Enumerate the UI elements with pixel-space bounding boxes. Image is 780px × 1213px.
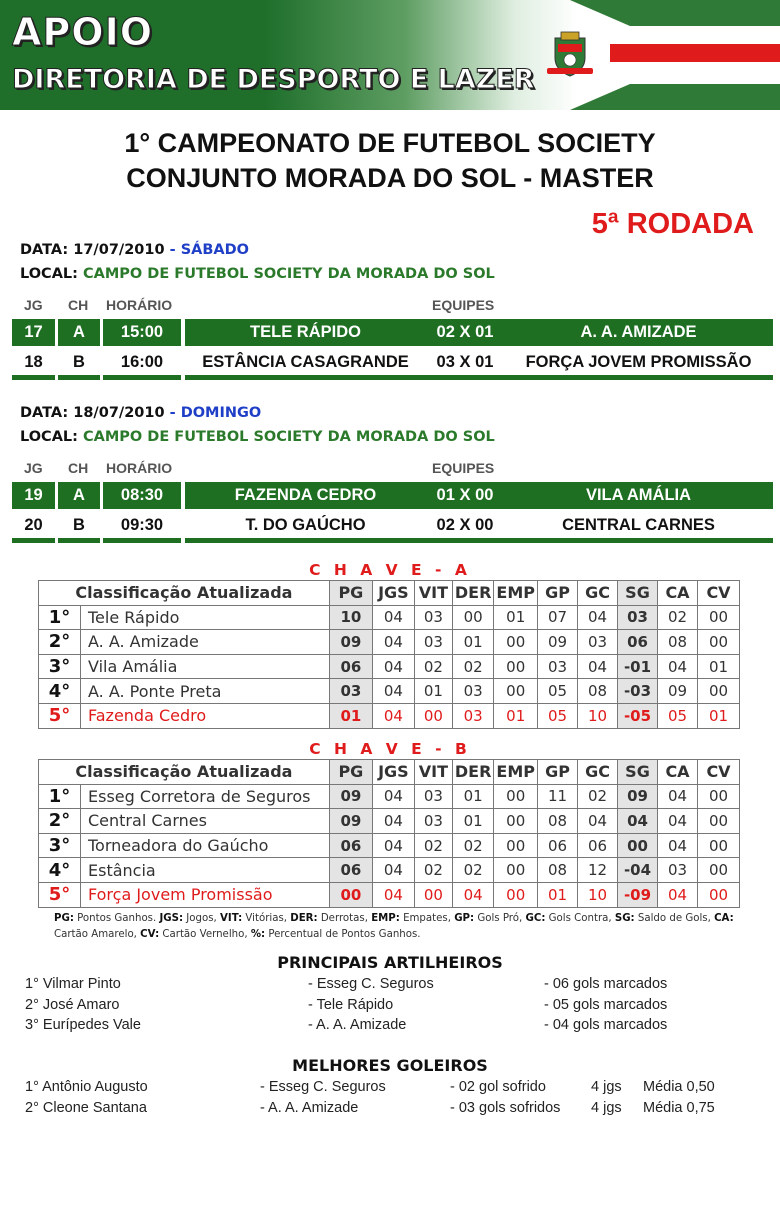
stat-cell: 04: [372, 882, 414, 907]
stat-cell: 00: [494, 858, 538, 883]
stat-cell: 03: [618, 605, 658, 630]
stat-cell: 01: [698, 703, 740, 728]
stat-cell: 03: [452, 679, 494, 704]
stat-cell: 08: [658, 630, 698, 655]
stat-cell: 00: [698, 882, 740, 907]
table-header-cell: PG: [329, 760, 372, 785]
table-header-cell: EMP: [494, 760, 538, 785]
stat-cell: 05: [538, 679, 578, 704]
position-cell: 4°: [39, 858, 81, 883]
team-name-cell: Esseg Corretora de Seguros: [81, 784, 330, 809]
stat-cell: 00: [414, 703, 452, 728]
round-label: 5ª RODADA: [591, 208, 754, 240]
legend-key: GC:: [525, 913, 546, 924]
match-row: 20 B 09:30 T. DO GAÚCHO 02 X 00 CENTRAL CARNES: [12, 512, 773, 542]
col-equipes: EQUIPES: [432, 460, 495, 476]
stat-cell: 04: [372, 605, 414, 630]
stat-cell: 03: [538, 654, 578, 679]
table-header-cell: CV: [698, 581, 740, 606]
stat-cell: 04: [372, 784, 414, 809]
header-diretoria: DIRETORIA DE DESPORTO E LAZER: [12, 64, 535, 95]
stat-cell: 08: [538, 858, 578, 883]
header-banner: [0, 0, 780, 110]
day1-date: DATA: 17/07/2010 - SÁBADO: [20, 242, 249, 258]
legend-value: Derrotas,: [317, 913, 372, 924]
col-jg: JG: [24, 460, 43, 476]
stat-cell: 00: [494, 679, 538, 704]
goalkeeper-against: - 02 gol sofrido: [450, 1079, 546, 1095]
table-header-cell: GP: [538, 581, 578, 606]
scorer-team: - A. A. Amizade: [308, 1017, 407, 1033]
stat-cell: -03: [618, 679, 658, 704]
goalkeeper-against: - 03 gols sofridos: [450, 1100, 561, 1116]
team-name-cell: A. A. Ponte Preta: [81, 679, 330, 704]
day2-local: LOCAL: CAMPO DE FUTEBOL SOCIETY DA MORADA DO SOL: [20, 429, 495, 445]
position-cell: 2°: [39, 630, 81, 655]
stat-cell: 04: [372, 858, 414, 883]
legend-key: JGS:: [159, 913, 184, 924]
stat-cell: 04: [452, 882, 494, 907]
stat-cell: 00: [494, 654, 538, 679]
stat-cell: 03: [414, 630, 452, 655]
stat-cell: 01: [452, 784, 494, 809]
stat-cell: 01: [698, 654, 740, 679]
stat-cell: 10: [578, 882, 618, 907]
stat-cell: 06: [538, 833, 578, 858]
legend-value: Saldo de Gols,: [634, 913, 715, 924]
table-header-cell: PG: [329, 581, 372, 606]
legend-key: CA:: [714, 913, 734, 924]
stat-cell: 12: [578, 858, 618, 883]
stat-cell: 04: [372, 703, 414, 728]
stat-cell: 04: [578, 809, 618, 834]
stat-cell: 11: [538, 784, 578, 809]
stat-cell: 09: [329, 630, 372, 655]
day2-date: DATA: 18/07/2010 - DOMINGO: [20, 405, 262, 421]
stat-cell: 00: [698, 605, 740, 630]
table-header-cell: GC: [578, 581, 618, 606]
stat-cell: 09: [329, 809, 372, 834]
stat-cell: 01: [538, 882, 578, 907]
col-equipes: EQUIPES: [432, 297, 495, 313]
scorer-name: 2° José Amaro: [25, 996, 120, 1013]
legend-key: SG:: [614, 913, 635, 924]
stat-cell: 00: [698, 809, 740, 834]
stat-cell: 00: [698, 630, 740, 655]
position-cell: 3°: [39, 833, 81, 858]
stat-cell: 03: [452, 703, 494, 728]
stat-cell: 01: [452, 809, 494, 834]
stat-cell: 03: [414, 809, 452, 834]
stat-cell: 02: [578, 784, 618, 809]
stat-cell: 04: [658, 882, 698, 907]
stat-cell: 02: [452, 654, 494, 679]
stat-cell: 02: [452, 833, 494, 858]
stat-cell: 09: [658, 679, 698, 704]
table-header-cell: DER: [452, 581, 494, 606]
flag-graphic: [570, 0, 780, 110]
stat-cell: -05: [618, 703, 658, 728]
position-cell: 2°: [39, 809, 81, 834]
stat-cell: 10: [329, 605, 372, 630]
scorer-name: 1° Vilmar Pinto: [25, 976, 121, 992]
table-header-cell: DER: [452, 760, 494, 785]
group-a-title: C H A V E - A: [309, 561, 471, 579]
stat-cell: 08: [578, 679, 618, 704]
team-name-cell: Fazenda Cedro: [81, 703, 330, 728]
table-header-cell: JGS: [372, 760, 414, 785]
stat-cell: 02: [414, 833, 452, 858]
stat-cell: 01: [452, 630, 494, 655]
table-header-row: [39, 581, 740, 606]
stat-cell: 00: [452, 605, 494, 630]
stat-cell: 02: [414, 654, 452, 679]
group-b-title: C H A V E - B: [309, 740, 471, 758]
team-name-cell: A. A. Amizade: [81, 630, 330, 655]
position-cell: 4°: [39, 679, 81, 704]
table-header-cell: Classificação Atualizada: [39, 581, 330, 606]
group-a-table: [38, 580, 740, 729]
table-row: [39, 654, 740, 679]
legend-value: Vitórias,: [242, 913, 291, 924]
position-cell: 5°: [39, 703, 81, 728]
championship-subtitle: CONJUNTO MORADA DO SOL - MASTER: [126, 163, 654, 193]
stat-cell: 00: [698, 679, 740, 704]
stat-cell: 04: [618, 809, 658, 834]
stat-cell: 04: [372, 679, 414, 704]
stat-cell: 00: [494, 833, 538, 858]
goalkeepers-title: MELHORES GOLEIROS: [292, 1056, 488, 1075]
legend-key: %:: [250, 929, 266, 940]
team-name-cell: Estância: [81, 858, 330, 883]
legend-value: Jogos,: [183, 913, 221, 924]
table-row: [39, 858, 740, 883]
team-name-cell: Vila Amália: [81, 654, 330, 679]
legend-key: EMP:: [371, 913, 400, 924]
table-header-cell: JGS: [372, 581, 414, 606]
scorer-goals: - 06 gols marcados: [544, 976, 668, 992]
stat-cell: -01: [618, 654, 658, 679]
stat-cell: 09: [329, 784, 372, 809]
scorers-title: PRINCIPAIS ARTILHEIROS: [277, 953, 503, 972]
stat-cell: 03: [414, 605, 452, 630]
stat-cell: 00: [618, 833, 658, 858]
table-header-cell: SG: [618, 760, 658, 785]
table-row: [39, 679, 740, 704]
legend-value: Empates,: [399, 913, 455, 924]
stat-cell: 06: [578, 833, 618, 858]
stat-cell: 05: [658, 703, 698, 728]
scorer-goals: - 05 gols marcados: [544, 996, 668, 1013]
stat-cell: 04: [658, 654, 698, 679]
stat-cell: 04: [578, 605, 618, 630]
stat-cell: 02: [658, 605, 698, 630]
stat-cell: 01: [494, 605, 538, 630]
table-row: [39, 630, 740, 655]
stat-cell: 04: [372, 630, 414, 655]
stat-cell: 08: [538, 809, 578, 834]
stat-cell: 01: [494, 703, 538, 728]
legend-value: Cartão Vernelho,: [159, 929, 251, 940]
stat-cell: 04: [372, 809, 414, 834]
table-header-cell: SG: [618, 581, 658, 606]
scorer-name: 3° Eurípedes Vale: [25, 1017, 141, 1033]
table-row: [39, 833, 740, 858]
col-horario: HORÁRIO: [106, 460, 173, 476]
legend-key: DER:: [290, 913, 318, 924]
team-name-cell: Central Carnes: [81, 809, 330, 834]
table-row: [39, 605, 740, 630]
legend-key: CV:: [140, 929, 160, 940]
table-header-cell: GC: [578, 760, 618, 785]
table-header-cell: CA: [658, 581, 698, 606]
goalkeeper-team: - A. A. Amizade: [260, 1100, 359, 1116]
goalkeeper-games: 4 jgs: [591, 1100, 622, 1116]
goalkeeper-team: - Esseg C. Seguros: [260, 1079, 386, 1095]
stat-cell: 06: [618, 630, 658, 655]
table-header-cell: Classificação Atualizada: [39, 760, 330, 785]
table-row: [39, 882, 740, 907]
table-header-cell: CA: [658, 760, 698, 785]
match-row: 18 B 16:00 ESTÂNCIA CASAGRANDE 03 X 01 FORÇA JOVEM PROMISSÃO: [12, 349, 773, 379]
team-name-cell: Força Jovem Promissão: [81, 882, 330, 907]
legend-value: Gols Pró,: [474, 913, 526, 924]
col-jg: JG: [24, 297, 43, 313]
stat-cell: 00: [698, 858, 740, 883]
table-header-cell: GP: [538, 760, 578, 785]
legend-value: Gols Contra,: [545, 913, 615, 924]
stat-cell: 01: [329, 703, 372, 728]
stat-cell: 01: [414, 679, 452, 704]
stat-cell: 02: [452, 858, 494, 883]
championship-title: 1° CAMPEONATO DE FUTEBOL SOCIETY: [124, 128, 656, 158]
position-cell: 1°: [39, 784, 81, 809]
scorer-team: - Esseg C. Seguros: [308, 976, 434, 992]
stat-cell: 09: [618, 784, 658, 809]
legend-value: Percentual de Pontos Ganhos.: [265, 929, 421, 940]
table-row: [39, 809, 740, 834]
stat-cell: 03: [658, 858, 698, 883]
position-cell: 3°: [39, 654, 81, 679]
group-b-table: [38, 759, 740, 908]
stat-cell: 00: [494, 630, 538, 655]
stat-cell: 00: [494, 882, 538, 907]
match-row: 17 A 15:00 TELE RÁPIDO 02 X 01 A. A. AMIZADE: [12, 319, 773, 349]
scorer-team: - Tele Rápido: [308, 996, 394, 1013]
scorer-goals: - 04 gols marcados: [544, 1017, 668, 1033]
stat-cell: -04: [618, 858, 658, 883]
legend-key: GP:: [454, 913, 475, 924]
stat-cell: 00: [329, 882, 372, 907]
position-cell: 1°: [39, 605, 81, 630]
header-apoio: APOIO: [12, 10, 154, 54]
stat-cell: 04: [372, 833, 414, 858]
stat-cell: 03: [329, 679, 372, 704]
stat-cell: 00: [494, 809, 538, 834]
goalkeeper-name: 2° Cleone Santana: [25, 1100, 147, 1116]
legend-key: PG:: [54, 913, 74, 924]
stat-cell: 03: [414, 784, 452, 809]
stat-cell: 00: [698, 833, 740, 858]
stat-cell: 06: [329, 654, 372, 679]
stat-cell: 00: [494, 784, 538, 809]
team-name-cell: Tele Rápido: [81, 605, 330, 630]
stat-cell: 04: [578, 654, 618, 679]
legend-value: Cartão Amarelo,: [54, 929, 141, 940]
table-header-cell: VIT: [414, 760, 452, 785]
crest-icon: [545, 30, 595, 78]
stat-cell: 04: [658, 784, 698, 809]
position-cell: 5°: [39, 882, 81, 907]
legend-key: VIT:: [220, 913, 243, 924]
stat-cell: 09: [538, 630, 578, 655]
stat-cell: 00: [698, 784, 740, 809]
goalkeeper-name: 1° Antônio Augusto: [25, 1079, 148, 1095]
stat-cell: 06: [329, 833, 372, 858]
team-name-cell: Torneadora do Gaúcho: [81, 833, 330, 858]
day1-local: LOCAL: CAMPO DE FUTEBOL SOCIETY DA MORADA DO SOL: [20, 266, 495, 282]
stat-cell: 04: [658, 833, 698, 858]
legend: [54, 911, 744, 943]
stat-cell: 00: [414, 882, 452, 907]
col-ch: CH: [68, 460, 89, 476]
stat-cell: 04: [372, 654, 414, 679]
stat-cell: 02: [414, 858, 452, 883]
stat-cell: 05: [538, 703, 578, 728]
table-header-cell: CV: [698, 760, 740, 785]
table-row: [39, 703, 740, 728]
stat-cell: 04: [658, 809, 698, 834]
col-horario: HORÁRIO: [106, 297, 173, 313]
goalkeeper-avg: Média 0,50: [643, 1079, 715, 1095]
table-header-row: [39, 760, 740, 785]
stat-cell: 07: [538, 605, 578, 630]
goalkeeper-avg: Média 0,75: [643, 1100, 715, 1116]
goalkeeper-games: 4 jgs: [591, 1079, 622, 1095]
stat-cell: 10: [578, 703, 618, 728]
legend-value: Pontos Ganhos.: [73, 913, 160, 924]
table-header-cell: EMP: [494, 581, 538, 606]
stat-cell: 06: [329, 858, 372, 883]
stat-cell: 03: [578, 630, 618, 655]
match-row: 19 A 08:30 FAZENDA CEDRO 01 X 00 VILA AMÁLIA: [12, 482, 773, 512]
table-row: [39, 784, 740, 809]
col-ch: CH: [68, 297, 89, 313]
table-header-cell: VIT: [414, 581, 452, 606]
stat-cell: -09: [618, 882, 658, 907]
